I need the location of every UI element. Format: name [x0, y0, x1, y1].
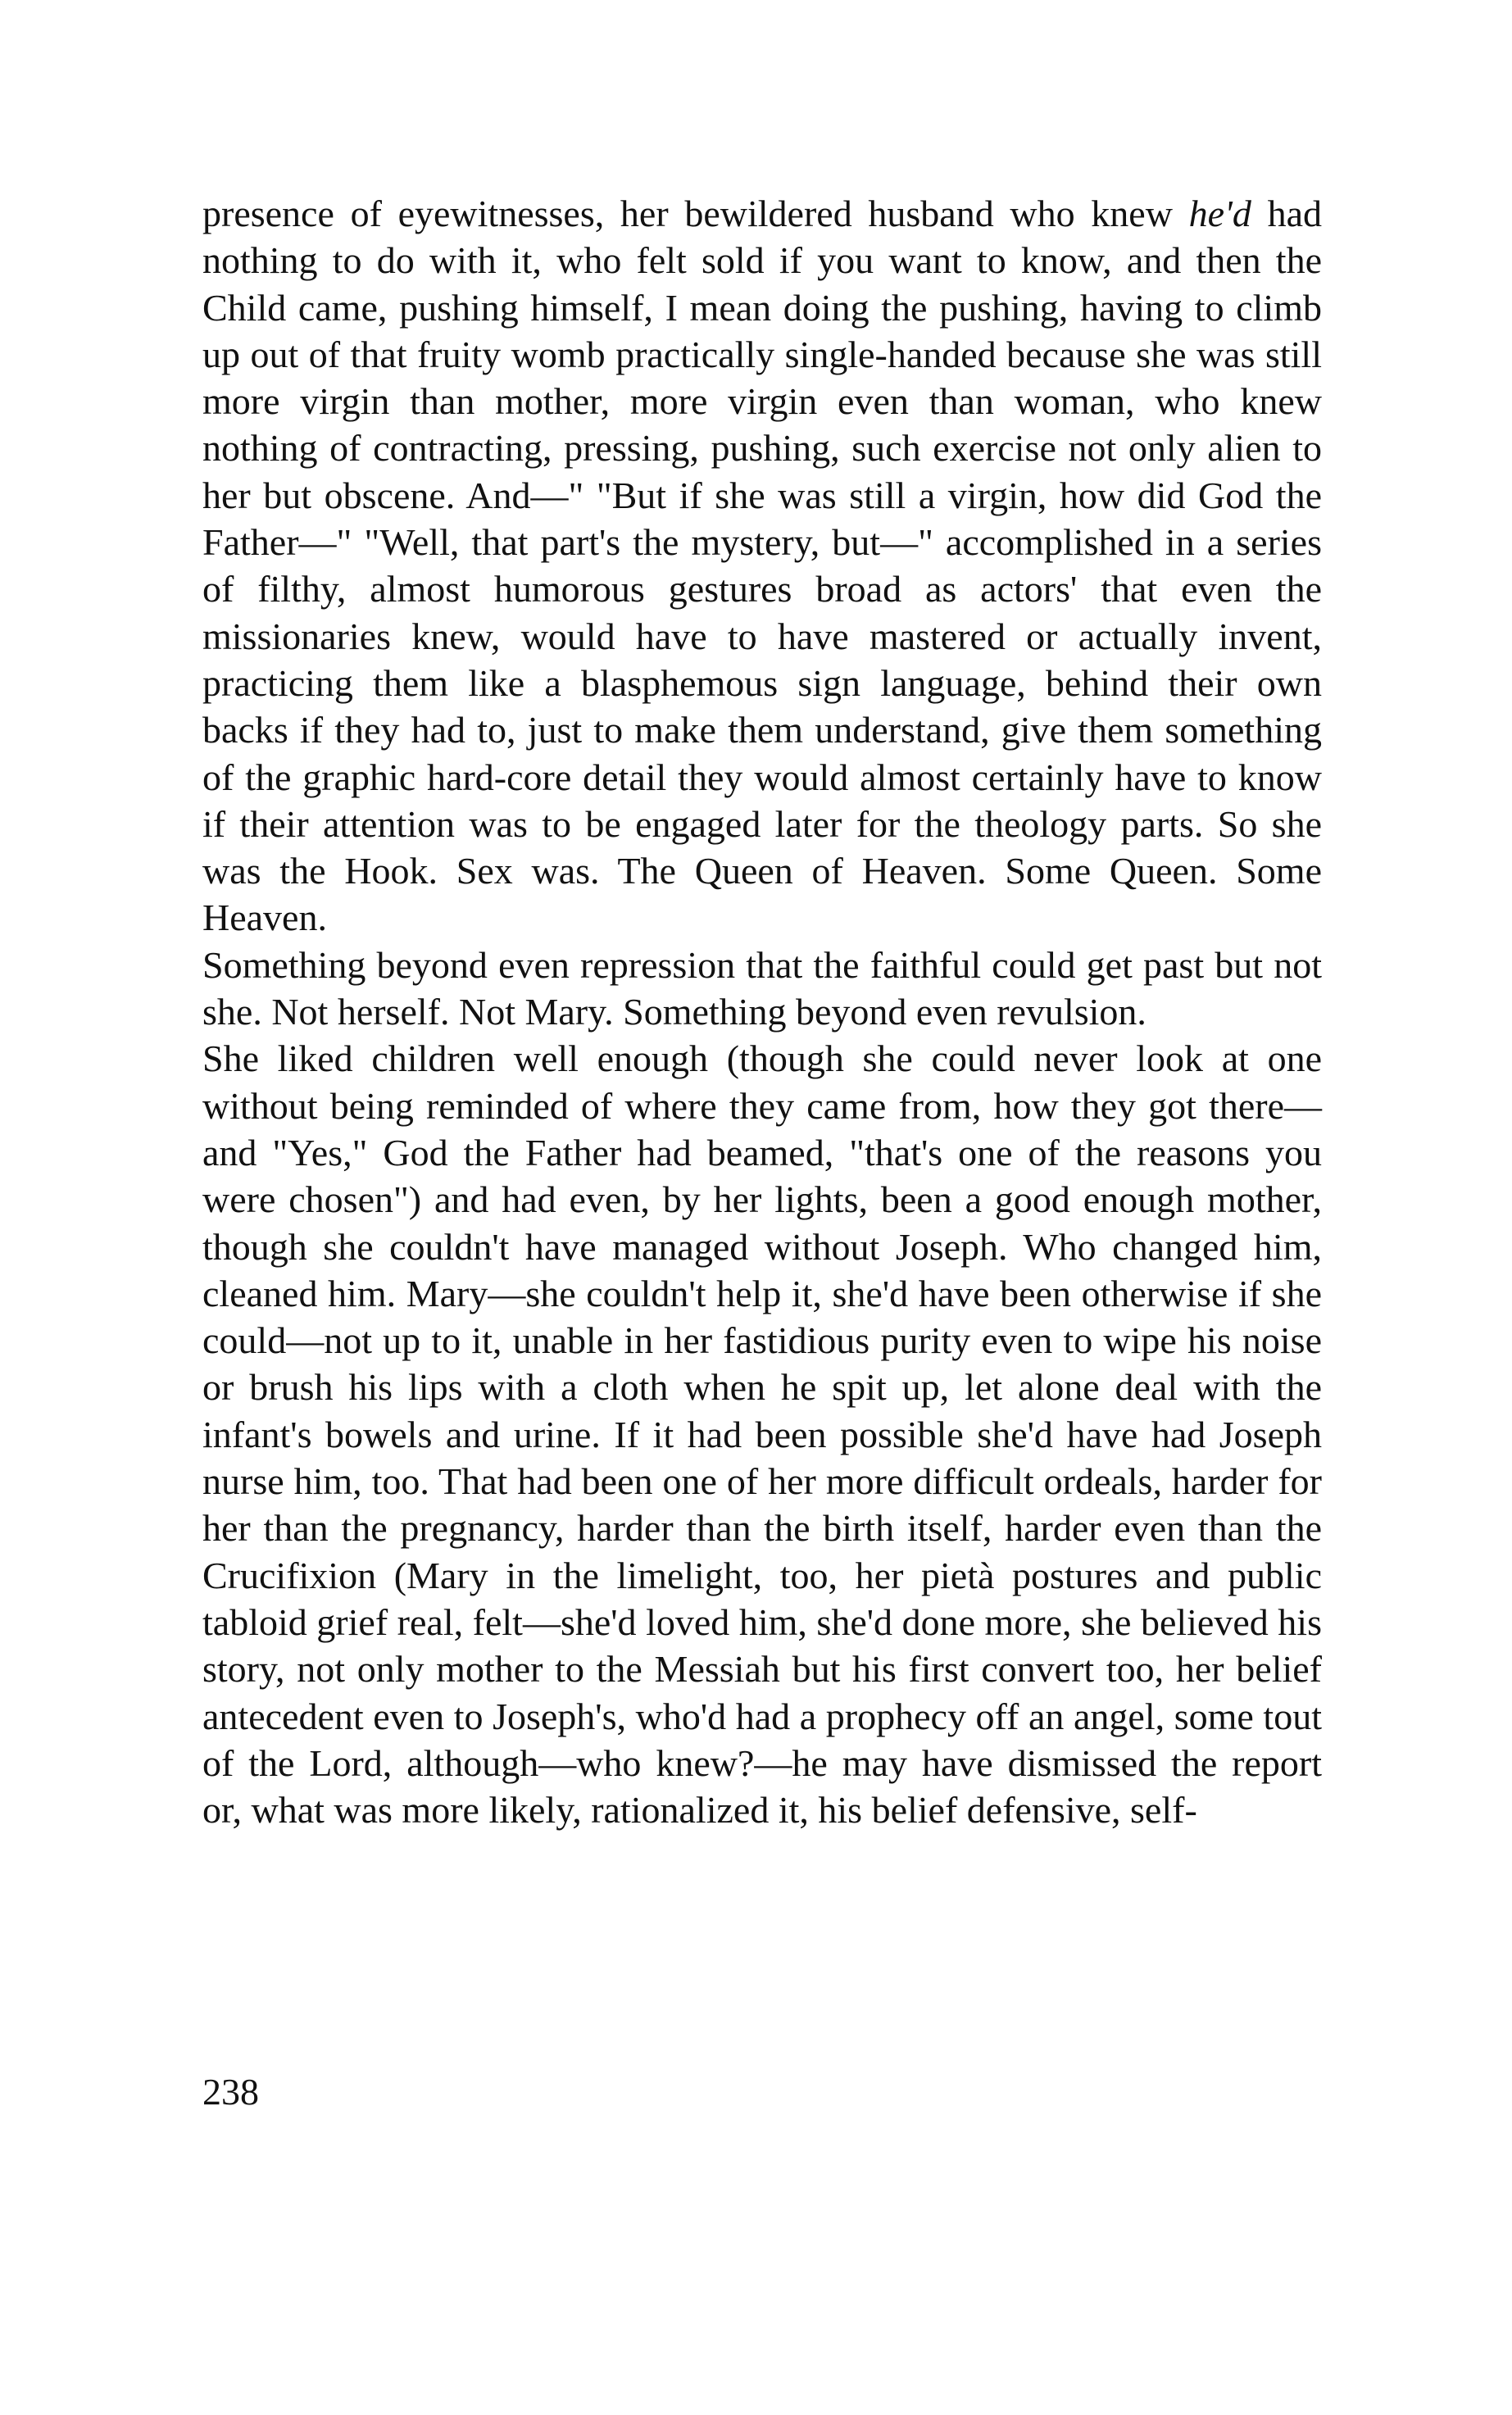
- paragraph-2: Something beyond even repression that the faithful could get past but not she. Not herself. Not Mary. Something beyond even revulsion.: [202, 943, 1322, 1033]
- body-text: [202, 190, 1322, 1833]
- paragraph-1-start: presence of eyewitnesses, her bewildered husband who knew: [202, 193, 1189, 234]
- paragraph-1-italic-word: he'd: [1188, 193, 1251, 234]
- paragraph-1-rest: had nothing to do with it, who felt sold if you want to know, and then the Child came, pushing himself, I mean doing the pushing, having to climb up out of that fruity womb practically single-handed because she was still more virgin than mother, more virgin even than woman, who knew nothing of contracting, pressing, pushing, such exercise not only alien to her but obscene. And—" "But if she was still a virgin, how did God the Father—" "Well, that part's the mystery, but—" accomplished in a series of filthy, almost humorous gestures broad as actors' that even the missionaries knew, would have to have mastered or actually invent, practicing them like a blasphemous sign language, behind their own backs if they had to, just to make them understand, give them something of the graphic hard-core detail they would almost certainly have to know if their attention was to be engaged later for the theology parts. So she was the Hook. Sex was. The Queen of Heaven. Some Queen. Some Heaven.: [202, 193, 1322, 939]
- page-number: 238: [202, 2071, 259, 2113]
- paragraph-3: She liked children well enough (though she could never look at one without being reminded of where they came from, how they got there—and "Yes," God the Father had beamed, "that's one of the reasons you were chosen") and had even, by her lights, been a good enough mother, though she couldn't have managed without Joseph. Who changed him, cleaned him. Mary—she couldn't help it, she'd have been otherwise if she could—not up to it, unable in her fastidious purity even to wipe his noise or brush his lips with a cloth when he spit up, let alone deal with the infant's bowels and urine. If it had been possible she'd have had Joseph nurse him, too. That had been one of her more difficult ordeals, harder for her than the pregnancy, harder than the birth itself, harder even than the Crucifixion (Mary in the limelight, too, her pietà postures and public tabloid grief real, felt—she'd loved him, she'd done more, she believed his story, not only mother to the Messiah but his first convert too, her belief antecedent even to Joseph's, who'd had a prophecy off an angel, some tout of the Lord, although—who knew?—he may have dismissed the report or, what was more likely, rationalized it, his belief defensive, self-: [202, 1037, 1322, 1832]
- paragraph-1: [202, 190, 1322, 942]
